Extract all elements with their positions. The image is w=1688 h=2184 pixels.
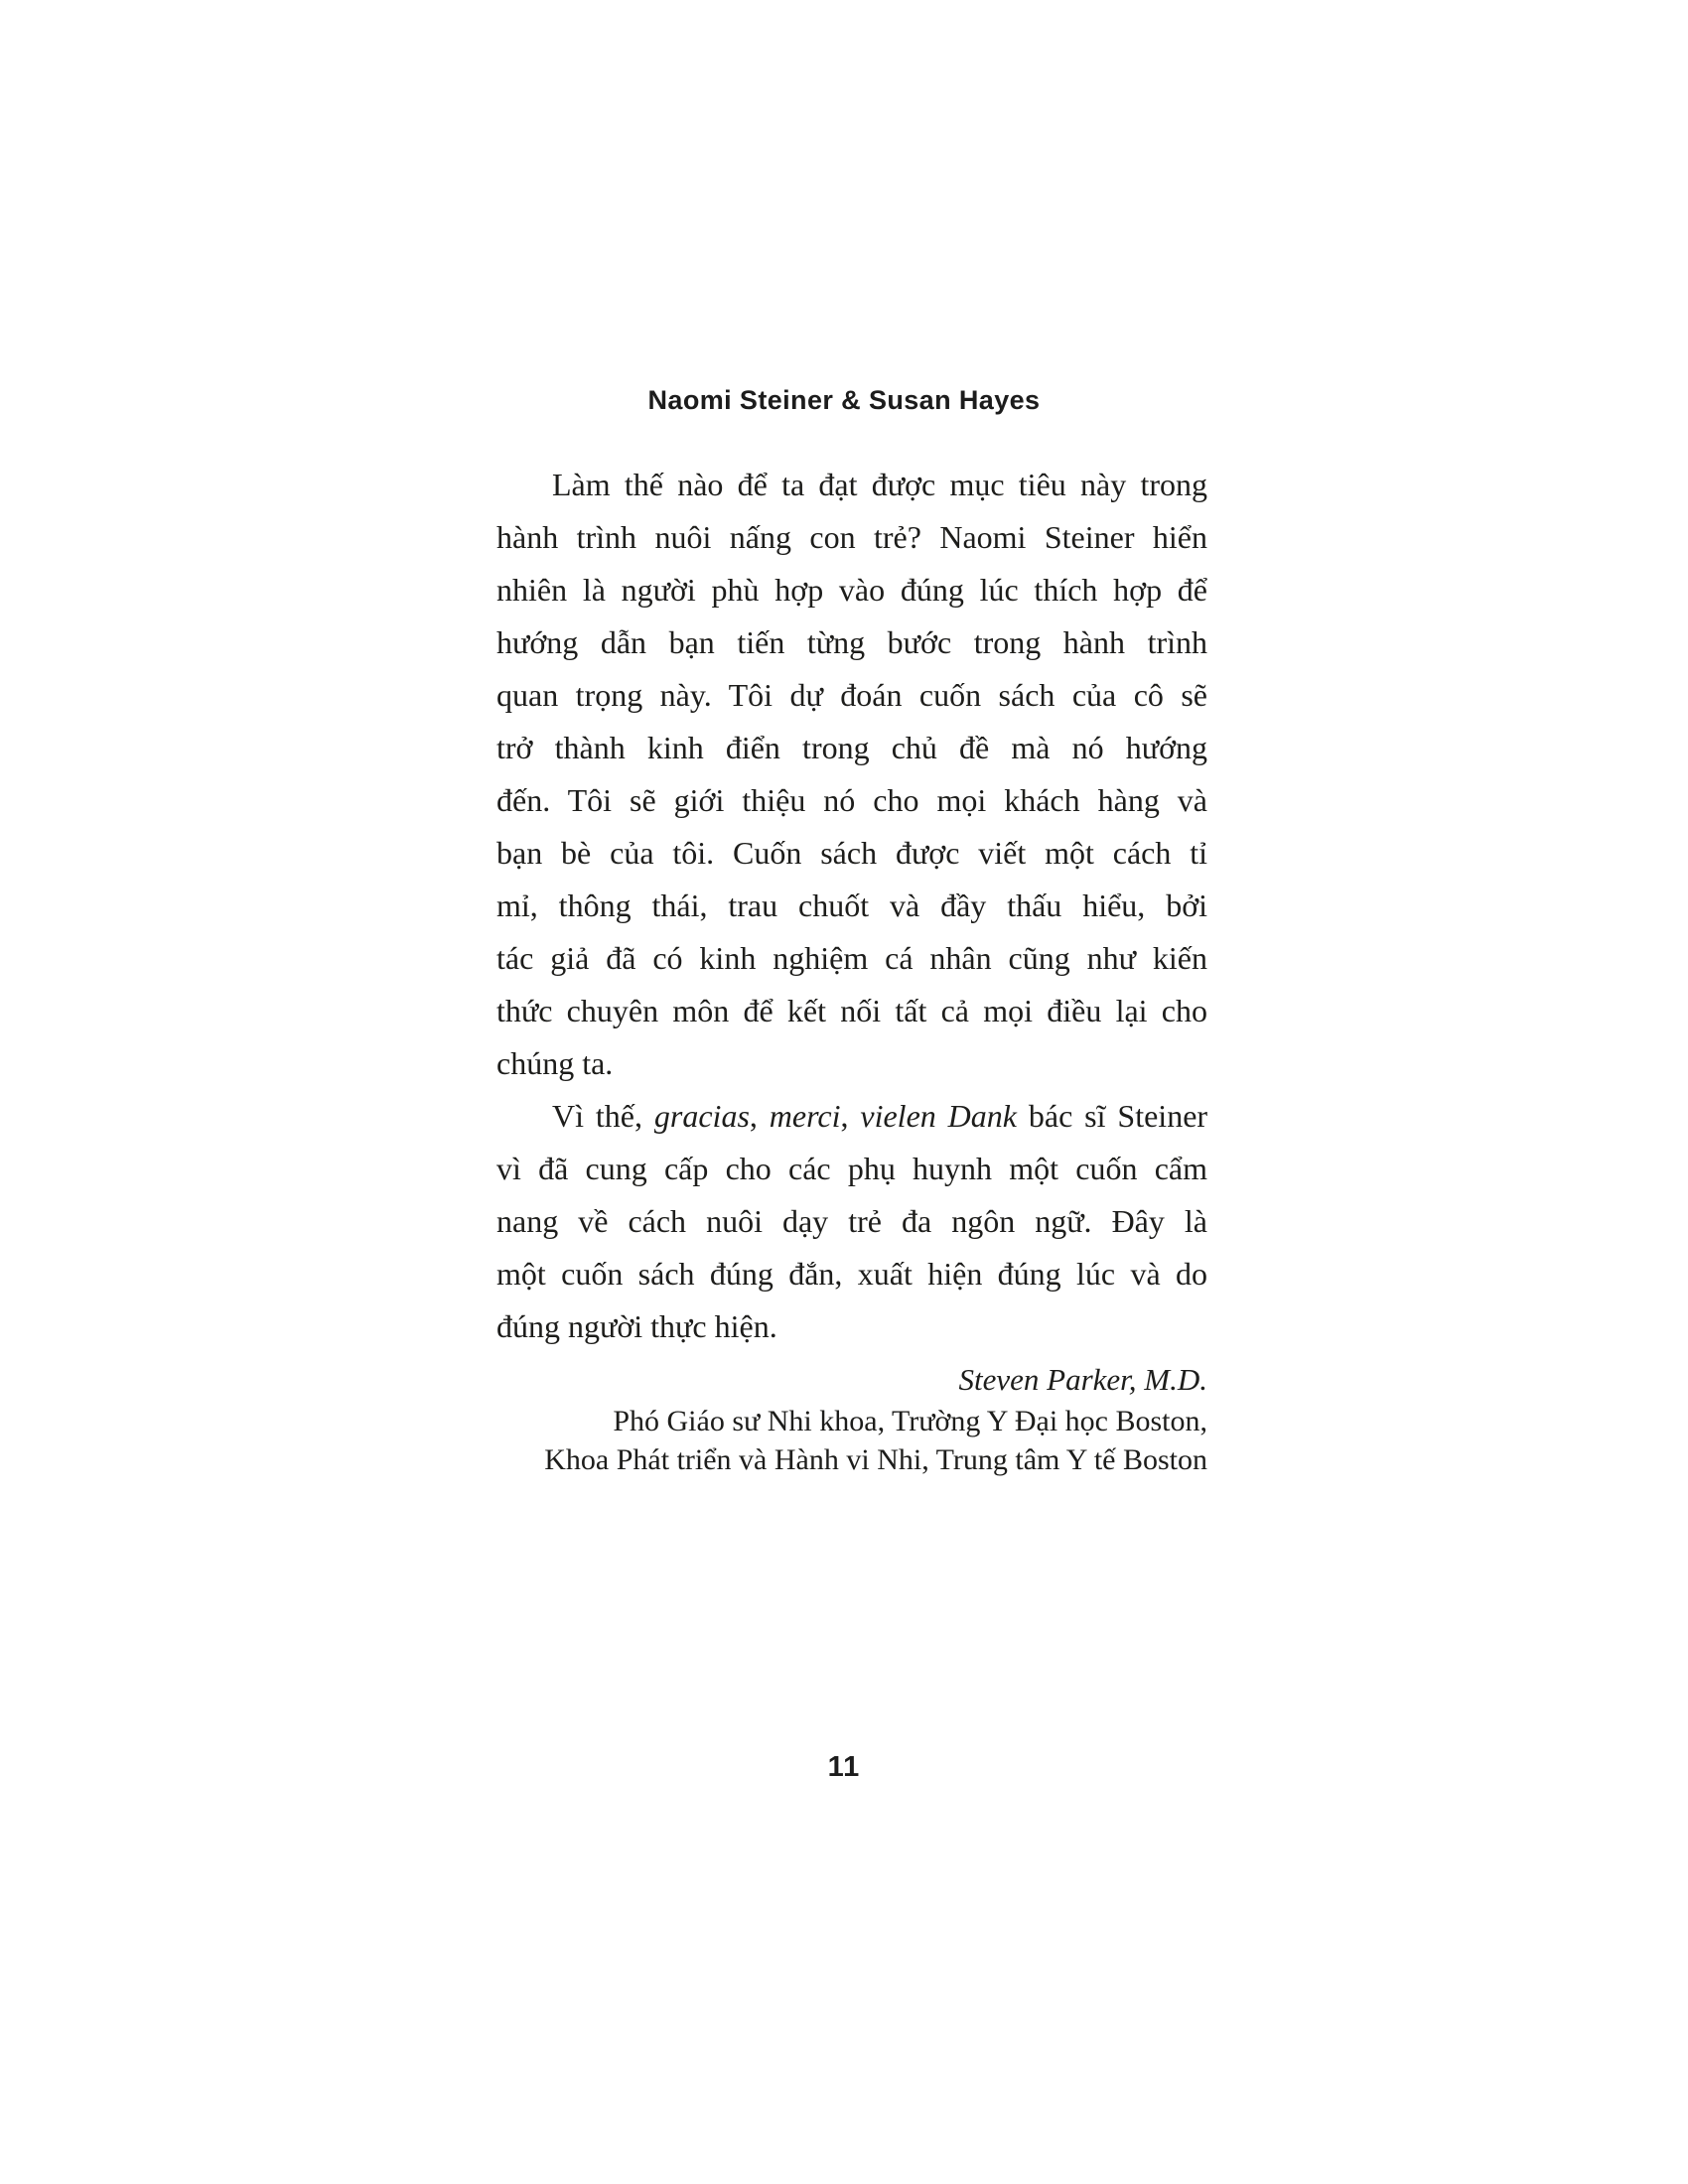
text-line: đến. Tôi sẽ giới thiệu nó cho mọi khách hàng và (496, 782, 1207, 818)
italic-text-segment: merci (769, 1098, 841, 1134)
signature-name: Steven Parker, M.D. (958, 1362, 1207, 1397)
running-header-authors: Naomi Steiner & Susan Hayes (647, 385, 1041, 415)
signature-block (437, 1358, 1207, 1479)
text-segment: Vì thế, (552, 1098, 654, 1134)
signature-title-line-2: Khoa Phát triển và Hành vi Nhi, Trung tâm Y tế Boston (544, 1443, 1207, 1476)
text-segment: , (840, 1098, 861, 1134)
text-line: hành trình nuôi nấng con trẻ? Naomi Steiner hiển (496, 519, 1207, 555)
text-line: trở thành kinh điển trong chủ đề mà nó hướng (496, 730, 1207, 765)
text-line (496, 1090, 1207, 1143)
signature-title-line-1: Phó Giáo sư Nhi khoa, Trường Y Đại học Boston, (613, 1405, 1207, 1437)
text-line: nhiên là người phù hợp vào đúng lúc thích hợp để (496, 572, 1207, 608)
text-line: tác giả đã có kinh nghiệm cá nhân cũng như kiến (496, 940, 1207, 976)
body-paragraphs (496, 459, 1207, 1353)
text-line: hướng dẫn bạn tiến từng bước trong hành trình (496, 624, 1207, 660)
paragraph (496, 1090, 1207, 1353)
text-segment: bác sĩ Steiner (1016, 1098, 1207, 1134)
text-segment: , (749, 1098, 770, 1134)
text-line: nang về cách nuôi dạy trẻ đa ngôn ngữ. Đây là (496, 1203, 1207, 1239)
text-line: một cuốn sách đúng đắn, xuất hiện đúng lúc và do (496, 1256, 1207, 1292)
text-line: Làm thế nào để ta đạt được mục tiêu này trong (552, 467, 1207, 502)
text-line: vì đã cung cấp cho các phụ huynh một cuốn cẩm (496, 1151, 1207, 1186)
page-number: 11 (827, 1751, 861, 1783)
paragraph (496, 459, 1207, 1090)
text-line: quan trọng này. Tôi dự đoán cuốn sách của cô sẽ (496, 677, 1207, 713)
italic-text-segment: vielen Dank (860, 1098, 1017, 1134)
text-line: chúng ta. (496, 1045, 614, 1081)
italic-text-segment: gracias (653, 1098, 750, 1134)
text-line: đúng người thực hiện. (496, 1308, 777, 1344)
text-line: bạn bè của tôi. Cuốn sách được viết một cách tỉ (496, 835, 1207, 871)
text-line: thức chuyên môn để kết nối tất cả mọi điều lại cho (496, 993, 1207, 1028)
text-line: mỉ, thông thái, trau chuốt và đầy thấu hiểu, bởi (496, 887, 1207, 923)
